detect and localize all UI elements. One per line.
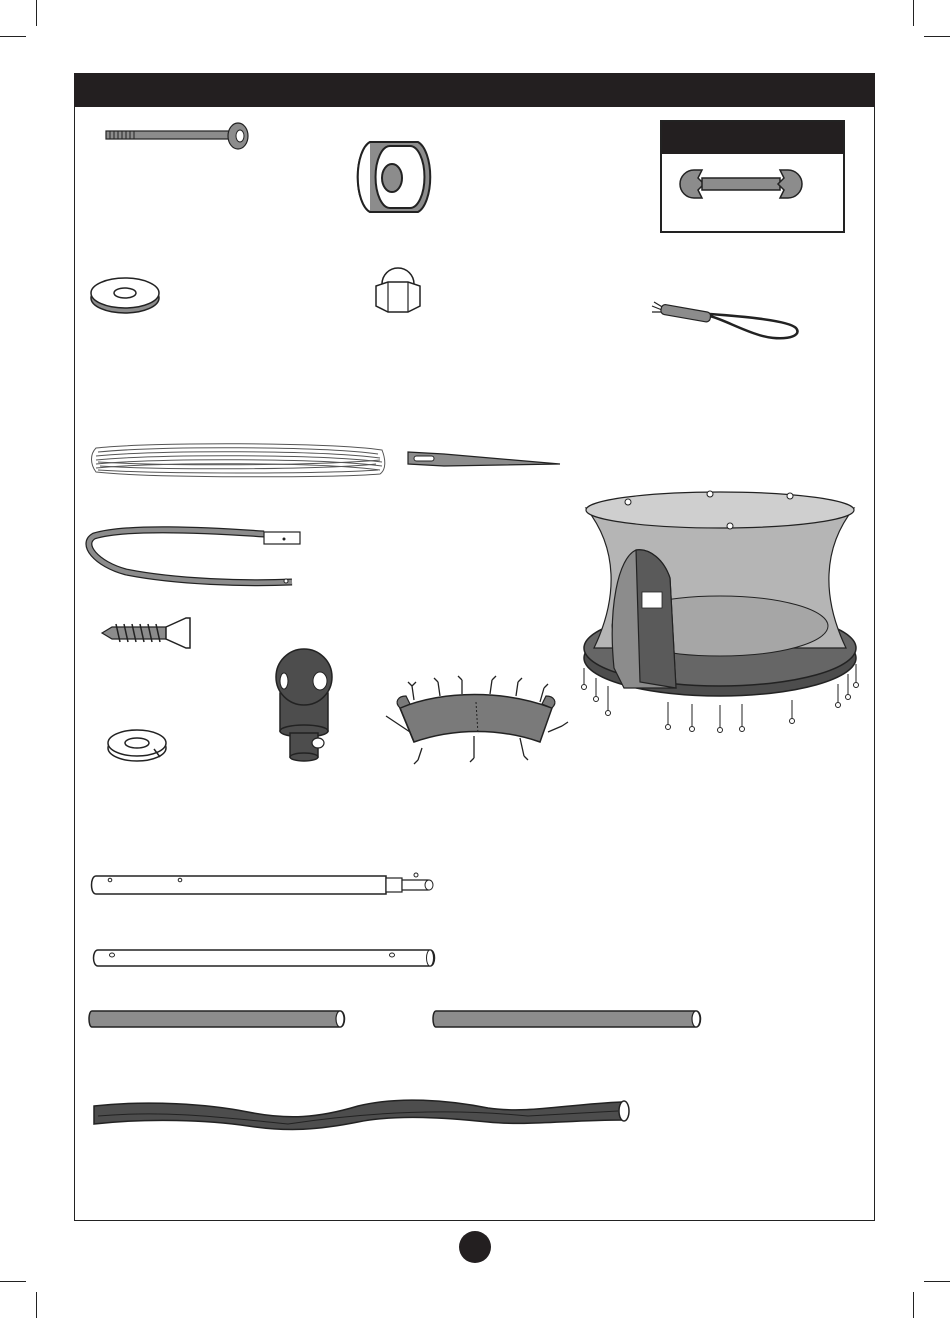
crop-mark [913,1292,914,1318]
crop-mark [36,1292,37,1318]
crop-mark [0,36,26,37]
enclosure-net-icon [578,488,863,743]
cap-nut-icon [372,262,424,318]
bolt-icon [104,122,254,150]
parts-header-bar [74,73,875,107]
spring-wrap-icon [384,676,574,772]
crop-mark [913,0,914,26]
tool-box [660,120,845,233]
wrench-icon [676,164,806,204]
lower-tube-icon [92,946,438,970]
cord-bundle-icon [90,440,390,480]
lacing-needle-icon [404,448,564,470]
lock-washer-icon [104,723,170,765]
upper-tube-icon [90,872,436,898]
flat-washer-icon [88,273,163,315]
pole-connector-icon [270,645,340,765]
wood-screw-icon [100,616,192,650]
spacer-block-icon [350,138,440,216]
foam-sleeve-right-icon [432,1008,706,1030]
crop-mark [924,36,950,37]
crop-mark [924,1281,950,1282]
foam-sleeve-left-icon [88,1008,350,1030]
bungee-loop-icon [648,298,803,344]
top-rod-sleeve-icon [88,1092,634,1132]
crop-mark [0,1281,26,1282]
crop-mark [36,0,37,26]
tool-box-header [662,122,843,154]
strap-icon [86,520,306,592]
page-number-badge [459,1231,491,1263]
